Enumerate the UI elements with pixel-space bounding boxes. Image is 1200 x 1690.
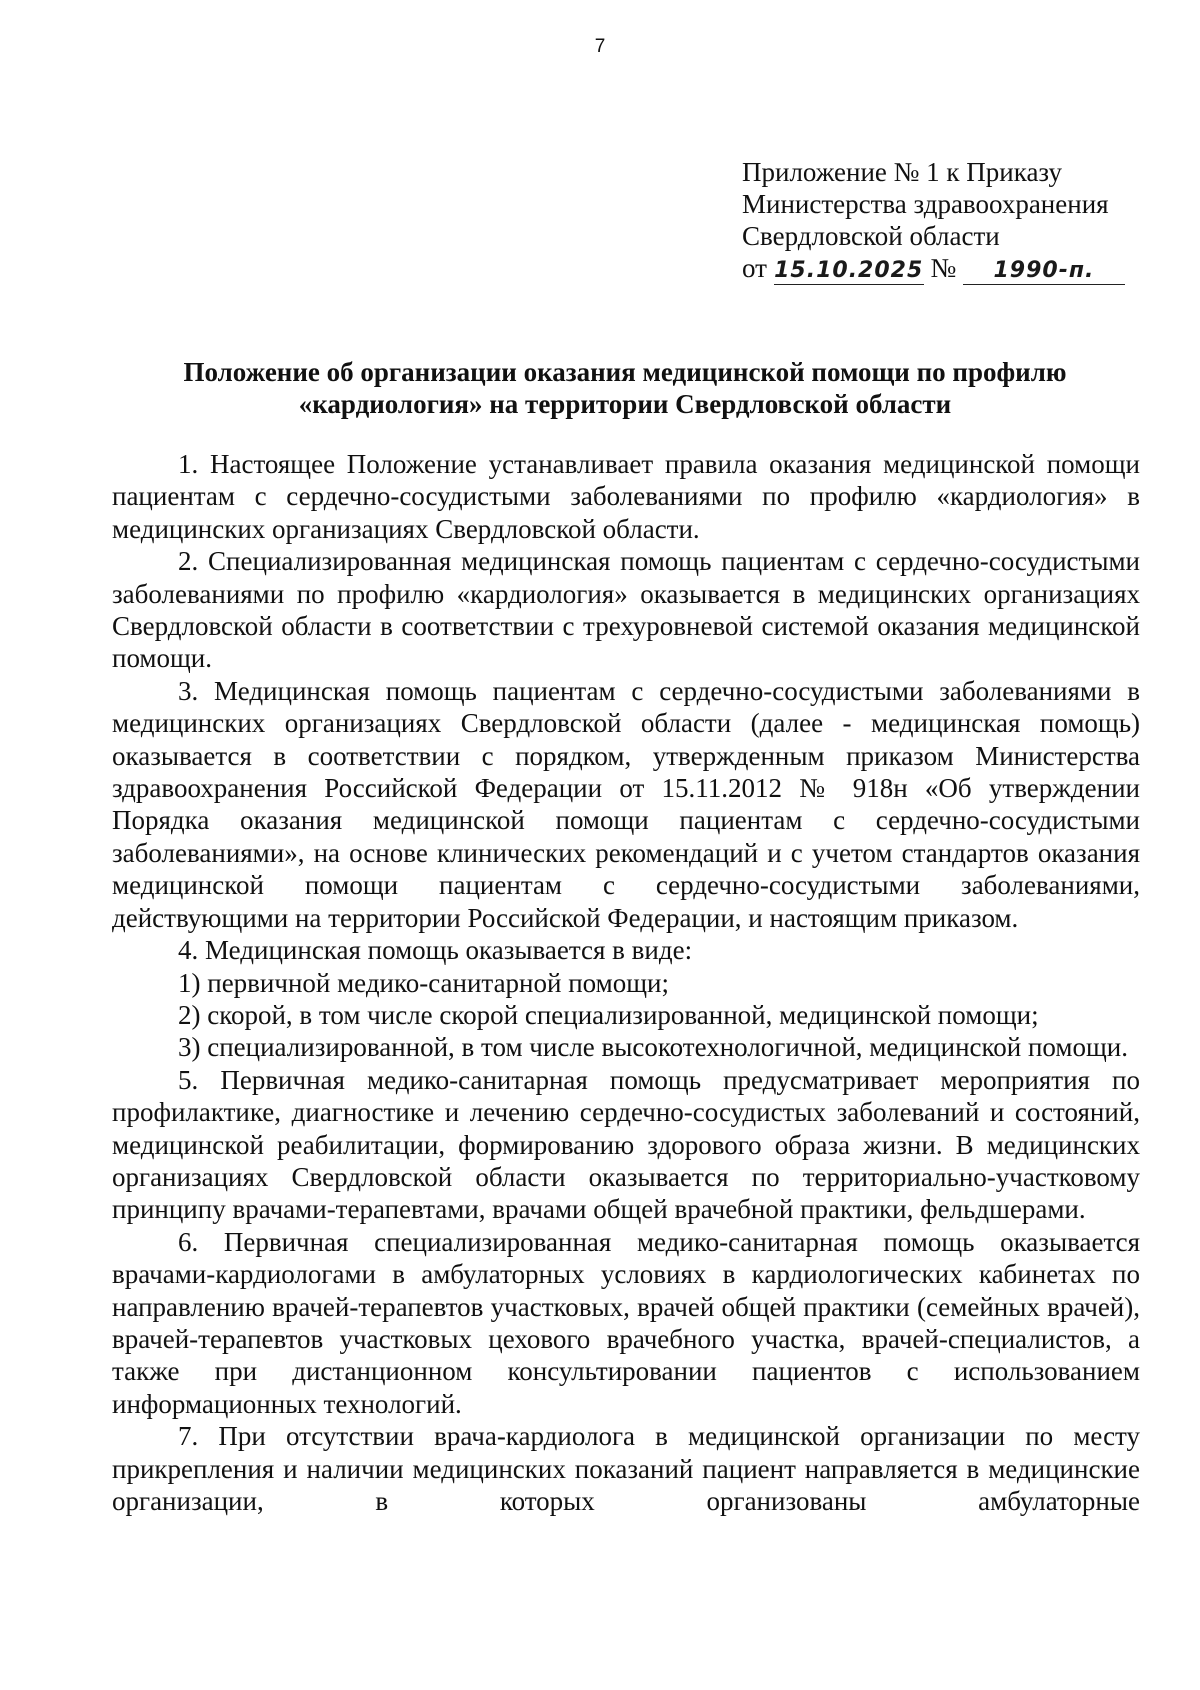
document-title bbox=[120, 356, 1130, 420]
paragraph-2: 2. Специализированная медицинская помощь пациентам с сердечно-сосудистыми заболеваниями по профилю «кардиология» оказывается в медицинских организациях Свердловской области в соответствии с трехуровневой системой оказания медицинской помощи. bbox=[112, 546, 1140, 674]
order-date: 15.10.2025 bbox=[774, 258, 924, 283]
paragraph-6: 6. Первичная специализированная медико-санитарная помощь оказывается врачами-кардиологами в амбулаторных условиях в кардиологических кабинетах по направлению врачей-терапевтов участковых, врачей общей практики (семейных врачей), врачей-терапевтов участковых цехового врачебного участка, врачей-специалистов, а также при дистанционном консультировании пациентов с использованием информационных технологий. bbox=[112, 1226, 1140, 1419]
page-number: 7 bbox=[594, 36, 606, 57]
appendix-date-line bbox=[742, 252, 1125, 285]
number-label: № bbox=[930, 253, 957, 283]
title-line-1: Положение об организации оказания медицинской помощи по профилю bbox=[183, 357, 1067, 387]
document-body bbox=[112, 448, 1140, 1517]
paragraph-3: 3. Медицинская помощь пациентам с сердечно-сосудистыми заболеваниями в медицинских организациях Свердловской области (далее - медицинская помощь) оказывается в соответствии с порядком, утвержденным приказом Министерства здравоохранения Российской Федерации от 15.11.2012 № 918н «Об утверждении Порядка оказания медицинской помощи пациентам с сердечно-сосудистыми заболеваниями», на основе клинических рекомендаций и с учетом стандартов оказания медицинской помощи пациентам с сердечно-сосудистыми заболеваниями, действующими на территории Российской Федерации, и настоящим приказом. bbox=[112, 675, 1140, 933]
appendix-line-1: Приложение № 1 к Приказу bbox=[742, 157, 1063, 187]
appendix-header bbox=[742, 156, 1125, 285]
title-line-2: «кардиология» на территории Свердловской области bbox=[298, 389, 952, 419]
appendix-line-2: Министерства здравоохранения bbox=[742, 189, 1109, 219]
from-label: от bbox=[742, 253, 767, 283]
list-item-1: 1) первичной медико-санитарной помощи; bbox=[178, 967, 669, 998]
order-number: 1990-п. bbox=[963, 258, 1125, 285]
appendix-line-3: Свердловской области bbox=[742, 221, 1000, 251]
paragraph-5: 5. Первичная медико-санитарная помощь предусматривает мероприятия по профилактике, диагностике и лечению сердечно-сосудистых заболеваний и состояний, медицинской реабилитации, формированию здорового образа жизни. В медицинских организациях Свердловской области оказывается по территориально-участковому принципу врачами-терапевтами, врачами общей врачебной практики, фельдшерами. bbox=[112, 1064, 1140, 1225]
list-item-2: 2) скорой, в том числе скорой специализированной, медицинской помощи; bbox=[178, 999, 1039, 1030]
list-item-3: 3) специализированной, в том числе высокотехнологичной, медицинской помощи. bbox=[178, 1032, 1128, 1063]
paragraph-1: 1. Настоящее Положение устанавливает правила оказания медицинской помощи пациентам с сердечно-сосудистыми заболеваниями по профилю «кардиология» в медицинских организациях Свердловской области. bbox=[112, 449, 1140, 544]
paragraph-4: 4. Медицинская помощь оказывается в виде: bbox=[178, 935, 693, 966]
paragraph-7: 7. При отсутствии врача-кардиолога в медицинской организации по месту прикрепления и наличии медицинских показаний пациент направляется в медицинские организации, в которых организованы амбулаторные bbox=[112, 1421, 1140, 1516]
